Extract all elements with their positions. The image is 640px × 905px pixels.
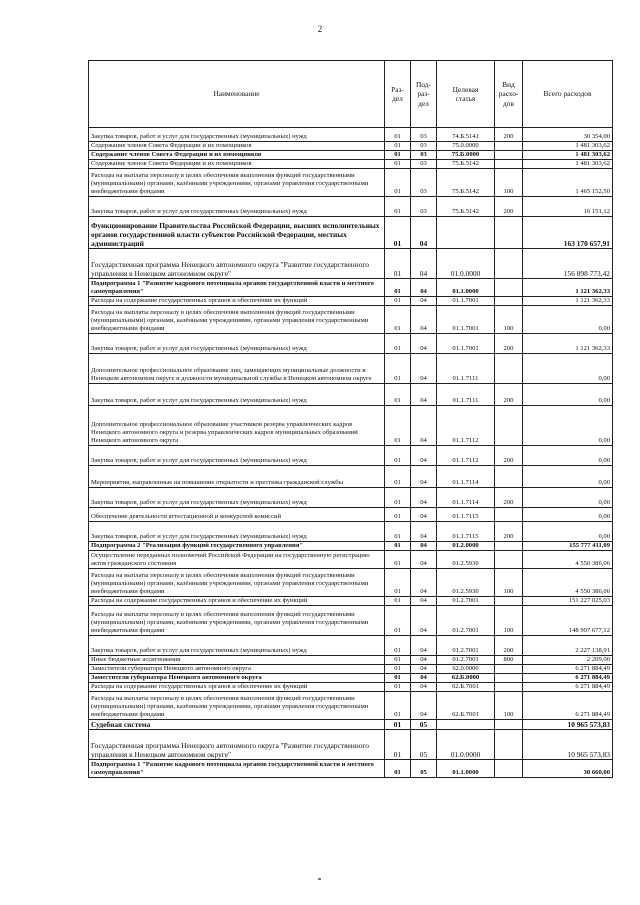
row-target: 75.Б.5142 [437,160,495,169]
row-section: 01 [385,674,411,683]
row-kind: 200 [495,128,523,142]
table-row [89,306,613,334]
row-kind: 800 [495,656,523,665]
row-subsection: 03 [411,128,437,142]
table-row [89,542,613,551]
row-total: 16 151,12 [523,197,613,217]
row-total: 0,00 [523,466,613,488]
row-total: 10 965 573,83 [523,730,613,760]
row-name: Подпрограмма 1 "Развитие кадрового потенциала органов государственной власти и местного самоуправления" [89,760,385,778]
row-name: Дополнительное профессиональное образование лиц, замещающих муниципальные должности в Ненецком автономном округе и должности муниципальной службы в Ненецком автономном округе [89,354,385,384]
row-name: Закупка товаров, работ и услуг для государственных (муниципальных) нужд [89,384,385,406]
table-row [89,730,613,760]
row-total: 1 465 152,50 [523,169,613,197]
row-kind: 200 [495,446,523,466]
row-kind [495,142,523,151]
table-row [89,334,613,354]
row-subsection: 04 [411,354,437,384]
row-subsection: 04 [411,597,437,606]
row-section: 01 [385,217,411,249]
row-total: 0,00 [523,406,613,446]
row-kind [495,279,523,297]
row-subsection: 04 [411,384,437,406]
row-total: 4 550 386,06 [523,551,613,569]
row-section: 01 [385,488,411,508]
row-subsection: 05 [411,720,437,730]
table-row [89,760,613,778]
table-row [89,720,613,730]
row-section: 01 [385,354,411,384]
row-total: 6 271 884,49 [523,683,613,692]
row-subsection: 04 [411,692,437,720]
row-section: 01 [385,760,411,778]
row-total: 4 550 386,06 [523,569,613,597]
row-target: 01.1.7112 [437,446,495,466]
row-name: Закупка товаров, работ и услуг для государственных (муниципальных) нужд [89,488,385,508]
row-section: 01 [385,151,411,160]
row-section: 01 [385,384,411,406]
row-name: Государственная программа Ненецкого автономного округа "Развитие государственного управления в Ненецком автономном округе" [89,249,385,279]
row-subsection: 04 [411,542,437,551]
table-row [89,128,613,142]
row-subsection: 04 [411,636,437,656]
row-section: 01 [385,665,411,674]
row-total: 10 965 573,83 [523,720,613,730]
row-total: 156 898 773,42 [523,249,613,279]
row-section: 01 [385,692,411,720]
row-name: Закупка товаров, работ и услуг для государственных (муниципальных) нужд [89,522,385,542]
row-section: 01 [385,197,411,217]
row-total: 0,00 [523,488,613,508]
row-kind [495,466,523,488]
table-body [89,128,613,778]
row-name: Расходы на содержание государственных органов и обеспечение их функций [89,683,385,692]
table-row [89,606,613,636]
row-subsection: 04 [411,306,437,334]
row-subsection: 03 [411,151,437,160]
row-target: 62.Б.7001 [437,683,495,692]
row-target: 01.1.0000 [437,279,495,297]
row-target: 01.2.5930 [437,551,495,569]
row-section: 01 [385,656,411,665]
row-section: 01 [385,297,411,306]
table-row [89,683,613,692]
row-target: 01.0.0000 [437,730,495,760]
row-total: 6 271 884,49 [523,665,613,674]
row-section: 01 [385,466,411,488]
row-total: 0,00 [523,354,613,384]
row-kind [495,354,523,384]
row-kind [495,597,523,606]
row-target: 01.1.7111 [437,354,495,384]
table-row [89,279,613,297]
row-target [437,217,495,249]
row-kind [495,406,523,446]
row-total: 30 354,00 [523,128,613,142]
row-target: 01.1.7114 [437,488,495,508]
row-total: 2 209,00 [523,656,613,665]
row-total: 30 660,00 [523,760,613,778]
row-section: 01 [385,569,411,597]
row-total: 1 481 303,62 [523,160,613,169]
row-kind: 100 [495,692,523,720]
table-row [89,569,613,597]
table-row [89,384,613,406]
row-kind: 100 [495,569,523,597]
table-row [89,249,613,279]
row-total: 6 271 884,49 [523,674,613,683]
row-name: Содержание членов Совета Федерации и их помощников [89,142,385,151]
budget-table [88,60,613,778]
table-row [89,197,613,217]
row-section: 01 [385,606,411,636]
row-section: 01 [385,597,411,606]
row-section: 01 [385,160,411,169]
row-section: 01 [385,730,411,760]
row-target: 01.1.7001 [437,306,495,334]
row-section: 01 [385,142,411,151]
row-target: 75.Б.0000 [437,151,495,160]
row-section: 01 [385,279,411,297]
row-subsection: 04 [411,466,437,488]
table-row [89,551,613,569]
row-total: 148 997 677,12 [523,606,613,636]
row-section: 01 [385,551,411,569]
table-row [89,446,613,466]
scan-mark [318,878,321,880]
row-total: 0,00 [523,446,613,466]
row-subsection: 04 [411,446,437,466]
row-kind [495,508,523,522]
row-target: 01.1.7115 [437,522,495,542]
row-kind [495,151,523,160]
row-target: 01.1.7001 [437,297,495,306]
row-section: 01 [385,406,411,446]
row-name: Заместители губернатора Ненецкого автономного округа [89,665,385,674]
row-section: 01 [385,334,411,354]
row-kind [495,665,523,674]
row-kind [495,720,523,730]
row-total: 155 777 411,09 [523,542,613,551]
row-target: 01.1.7112 [437,406,495,446]
table-row [89,597,613,606]
table-row [89,674,613,683]
row-total: 1 481 303,62 [523,142,613,151]
row-total: 6 271 884,49 [523,692,613,720]
table-row [89,665,613,674]
row-total: 0,00 [523,306,613,334]
row-target: 01.2.7001 [437,597,495,606]
header-total: Всего расходов [523,61,613,128]
row-subsection: 04 [411,279,437,297]
table-row [89,508,613,522]
row-kind: 200 [495,488,523,508]
row-name: Иные бюджетные ассигнования [89,656,385,665]
row-target: 01.1.7115 [437,508,495,522]
row-target: 75.Б.5142 [437,197,495,217]
row-total: 0,00 [523,522,613,542]
row-name: Судебная система [89,720,385,730]
row-kind [495,551,523,569]
row-section: 01 [385,636,411,656]
row-name: Расходы на содержание государственных органов и обеспечение их функций [89,297,385,306]
row-total: 2 227 138,91 [523,636,613,656]
row-kind: 200 [495,636,523,656]
row-name: Государственная программа Ненецкого автономного округа "Развитие государственного управления в Ненецком автономном округе" [89,730,385,760]
row-name: Функционирование Правительства Российской Федерации, высших исполнительных органов государственной власти субъектов Российской Федерации, местных администраций [89,217,385,249]
row-target: 01.0.0000 [437,249,495,279]
table-row [89,142,613,151]
row-section: 01 [385,306,411,334]
row-section: 01 [385,128,411,142]
row-name: Расходы на выплаты персоналу в целях обеспечения выполнения функций государственными (муниципальными) органами, казёнными учреждениями, органами управления государственными внебюджетными фондами [89,169,385,197]
row-target [437,720,495,730]
row-kind [495,730,523,760]
row-subsection: 04 [411,606,437,636]
row-section: 01 [385,522,411,542]
row-name: Закупка товаров, работ и услуг для государственных (муниципальных) нужд [89,334,385,354]
row-name: Дополнительное профессиональное образование участников резерва управленческих кадров Ненецкого автономного округа и резерва управленческих кадров муниципальных образований Ненецкого автономного округа [89,406,385,446]
row-name: Закупка товаров, работ и услуг для государственных (муниципальных) нужд [89,636,385,656]
row-kind [495,683,523,692]
row-subsection: 03 [411,142,437,151]
row-subsection: 04 [411,334,437,354]
table-row [89,656,613,665]
row-kind [495,674,523,683]
table-header [89,61,613,128]
table-row [89,692,613,720]
row-total: 1 121 362,33 [523,297,613,306]
row-kind: 100 [495,606,523,636]
row-section: 01 [385,446,411,466]
row-name: Подпрограмма 2 "Реализация функций государственного управления" [89,542,385,551]
row-name: Мероприятия, направленные на повышение открытости и престижа гражданской службы [89,466,385,488]
table-row [89,488,613,508]
row-target: 01.1.7114 [437,466,495,488]
row-name: Заместители губернатора Ненецкого автономного округа [89,674,385,683]
row-kind: 100 [495,169,523,197]
table-row [89,354,613,384]
row-subsection: 04 [411,488,437,508]
row-total: 163 170 657,91 [523,217,613,249]
row-total: 0,00 [523,384,613,406]
row-section: 01 [385,720,411,730]
row-total: 151 227 025,03 [523,597,613,606]
row-section: 01 [385,508,411,522]
row-target: 01.1.0000 [437,760,495,778]
header-section: Раз- дел [385,61,411,128]
row-name: Закупка товаров, работ и услуг для государственных (муниципальных) нужд [89,128,385,142]
table-row [89,169,613,197]
row-subsection: 04 [411,674,437,683]
table-row [89,406,613,446]
row-kind: 200 [495,334,523,354]
row-kind [495,542,523,551]
row-subsection: 04 [411,551,437,569]
row-target: 01.1.7111 [437,384,495,406]
row-kind [495,160,523,169]
header-subsection: Под- раз- дел [411,61,437,128]
row-name: Закупка товаров, работ и услуг для государственных (муниципальных) нужд [89,446,385,466]
row-subsection: 05 [411,760,437,778]
table-row [89,160,613,169]
row-kind: 200 [495,384,523,406]
row-total: 1 121 362,33 [523,279,613,297]
table-row [89,636,613,656]
row-target: 01.2.5930 [437,569,495,597]
row-target: 62.Б.0000 [437,674,495,683]
row-name: Расходы на выплаты персоналу в целях обеспечения выполнения функций государственными (муниципальными) органами, казёнными учреждениями, органами управления государственными внебюджетными фондами [89,569,385,597]
row-target: 62.0.0000 [437,665,495,674]
row-name: Содержание членов Совета Федерации и их помощников [89,151,385,160]
header-kind: Вид расхо- дов [495,61,523,128]
table-row [89,151,613,160]
row-kind [495,760,523,778]
row-subsection: 04 [411,297,437,306]
row-name: Осуществление переданных полномочий Российской Федерации на государственную регистрацию актов гражданского состояния [89,551,385,569]
row-total: 1 481 303,62 [523,151,613,160]
row-subsection: 04 [411,656,437,665]
row-subsection: 05 [411,730,437,760]
row-name: Содержание членов Совета Федерации и их помощников [89,160,385,169]
row-kind [495,217,523,249]
row-subsection: 04 [411,217,437,249]
row-subsection: 03 [411,160,437,169]
row-section: 01 [385,683,411,692]
row-section: 01 [385,249,411,279]
row-target: 74.Б.5141 [437,128,495,142]
header-name: Наименование [89,61,385,128]
row-total: 1 121 362,33 [523,334,613,354]
row-target: 62.Б.7001 [437,692,495,720]
row-section: 01 [385,542,411,551]
row-subsection: 04 [411,522,437,542]
page-number: 2 [317,24,323,34]
row-kind: 100 [495,306,523,334]
row-target: 75.Б.5142 [437,169,495,197]
row-name: Расходы на содержание государственных органов и обеспечение их функций [89,597,385,606]
row-subsection: 03 [411,169,437,197]
row-kind [495,297,523,306]
row-kind: 200 [495,522,523,542]
row-subsection: 04 [411,508,437,522]
row-name: Расходы на выплаты персоналу в целях обеспечения выполнения функций государственными (муниципальными) органами, казёнными учреждениями, органами управления государственными внебюджетными фондами [89,606,385,636]
row-subsection: 04 [411,569,437,597]
row-total: 0,00 [523,508,613,522]
row-target: 01.1.7001 [437,334,495,354]
row-subsection: 04 [411,665,437,674]
row-subsection: 03 [411,197,437,217]
row-subsection: 04 [411,249,437,279]
row-kind [495,249,523,279]
row-name: Расходы на выплаты персоналу в целях обеспечения выполнения функций государственными (муниципальными) органами, казёнными учреждениями, органами управления государственными внебюджетными фондами [89,306,385,334]
row-kind: 200 [495,197,523,217]
row-target: 01.2.7001 [437,606,495,636]
row-target: 01.2.7001 [437,636,495,656]
table-row [89,217,613,249]
row-target: 75.0.0000 [437,142,495,151]
row-name: Подпрограмма 1 "Развитие кадрового потенциала органов государственной власти и местного самоуправления" [89,279,385,297]
row-target: 01.2.7001 [437,656,495,665]
table-row [89,297,613,306]
table-row [89,522,613,542]
header-target: Целевая статья [437,61,495,128]
table-row [89,466,613,488]
row-name: Закупка товаров, работ и услуг для государственных (муниципальных) нужд [89,197,385,217]
row-target: 01.2.0000 [437,542,495,551]
row-name: Обеспечение деятельности аттестационной и конкурсной комиссий [89,508,385,522]
row-section: 01 [385,169,411,197]
row-subsection: 04 [411,406,437,446]
row-subsection: 04 [411,683,437,692]
row-name: Расходы на выплаты персоналу в целях обеспечения выполнения функций государственными (муниципальными) органами, казёнными учреждениями, органами управления государственными внебюджетными фондами [89,692,385,720]
